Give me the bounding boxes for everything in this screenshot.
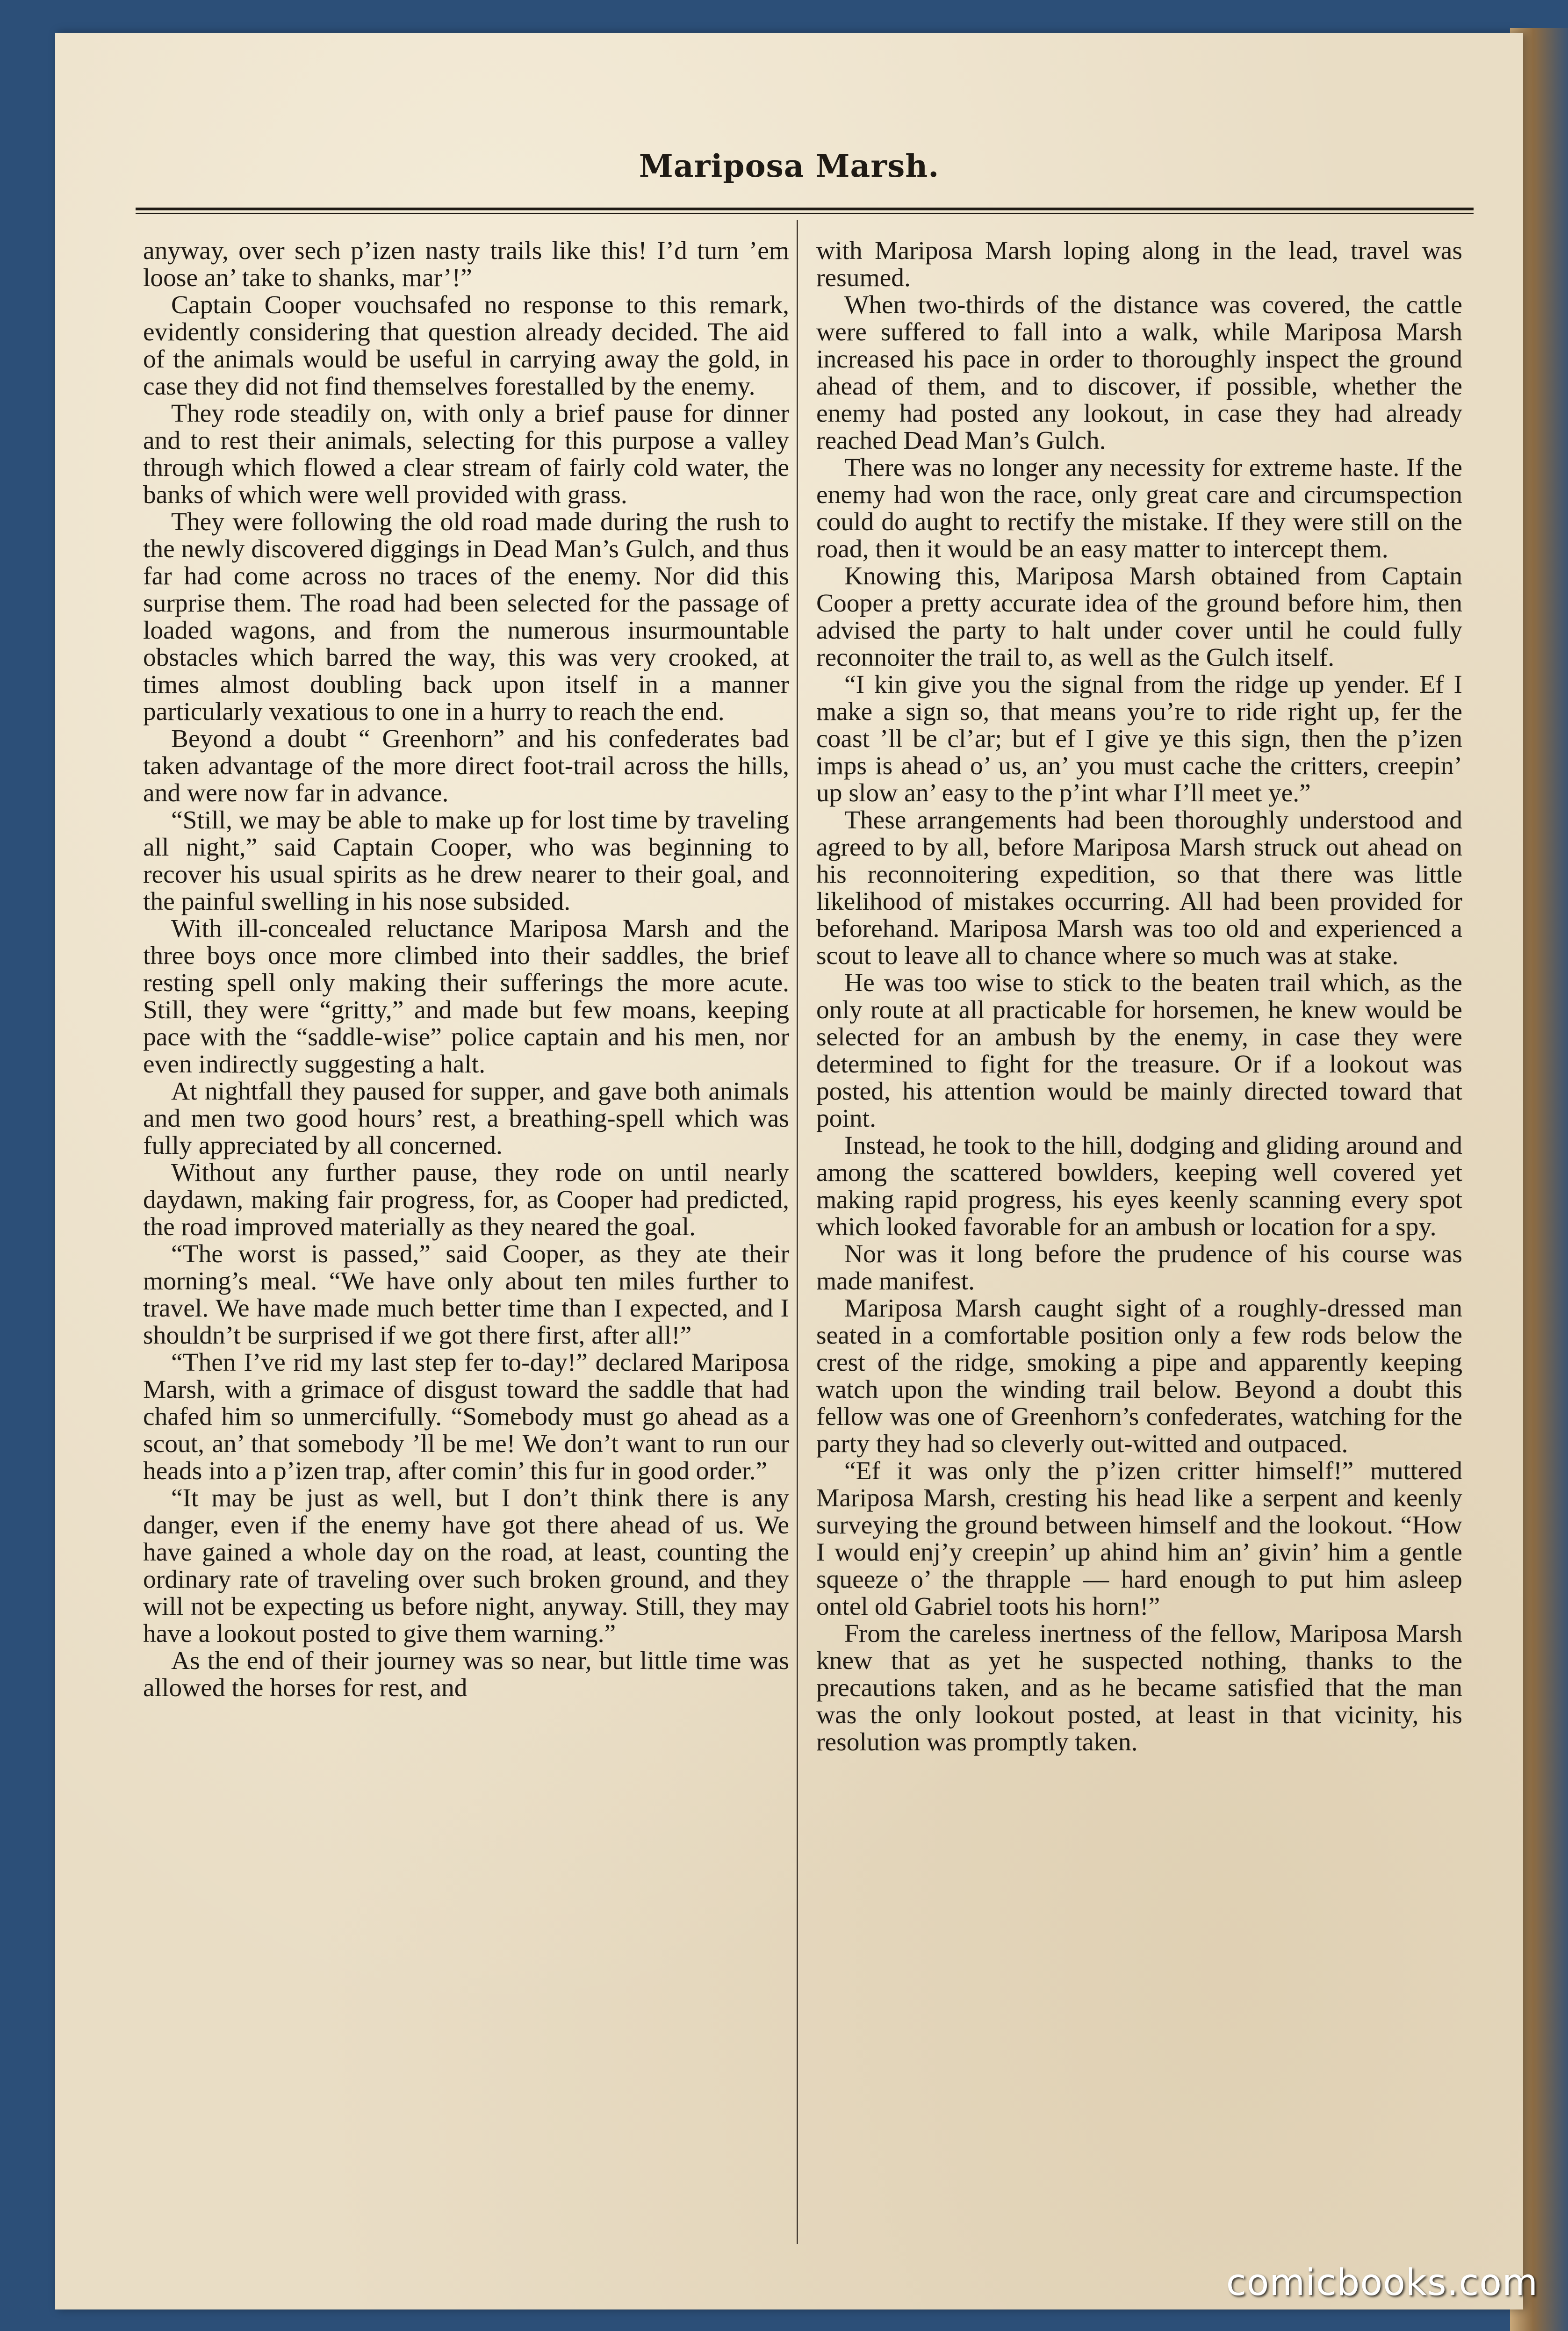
story-page [55, 33, 1523, 2309]
paragraph: “Still, we may be able to make up for lost time by traveling all night,” said Captain Cooper, who was beginning to recover his usual spirits as he drew nearer to their goal, and the painful swelling in his nose subsided. [143, 806, 789, 916]
running-head: Mariposa Marsh. [639, 148, 940, 184]
paragraph: with Mariposa Marsh loping along in the lead, travel was resumed. [816, 237, 1462, 292]
paragraph: At nightfall they paused for supper, and gave both animals and men two good hours’ rest, a breathing-spell which was fully appreciated by all concerned. [143, 1077, 789, 1160]
paragraph: Mariposa Marsh caught sight of a roughly-dressed man seated in a comfortable position only a few rods below the crest of the ridge, smoking a pipe and apparently keeping watch upon the winding trail below. Beyond a doubt this fellow was one of Greenhorn’s confederates, watching for the party they had so cleverly out-witted and outpaced. [816, 1294, 1462, 1458]
paragraph: Beyond a doubt “ Greenhorn” and his confederates bad taken advantage of the more direct foot-trail across the hills, and were now far in advance. [143, 725, 789, 807]
site-watermark: comicbooks.com [1226, 2262, 1538, 2304]
paragraph: These arrangements had been thoroughly understood and agreed to by all, before Mariposa Marsh struck out ahead on his reconnoitering expedition, so that there was little likelihood of mistakes occurring. All had been provided for beforehand. Mariposa Marsh was too old and experienced a scout to leave all to chance where so much was at stake. [816, 806, 1462, 970]
paragraph: “I kin give you the signal from the ridge up yender. Ef I make a sign so, that means you’re to ride right up, fer the coast ’ll be cl’ar; but ef I give ye this sign, then the p’izen imps is ahead o’ us, an’ you must cache the critters, creepin’ up slow an’ easy to the p’int whar I’ll meet ye.” [816, 670, 1462, 807]
right-column [816, 237, 1462, 2262]
column-divider [797, 220, 798, 2244]
paragraph: “The worst is passed,” said Cooper, as they ate their morning’s meal. “We have only about ten miles further to travel. We have made much better time than I expected, and I shouldn’t be surprised if we got there first, after all!” [143, 1240, 789, 1350]
paragraph: “Ef it was only the p’izen critter himself!” muttered Mariposa Marsh, cresting his head like a serpent and keenly surveying the ground between himself and the lookout. “How I would enj’y creepin’ up ahind him an’ givin’ him a gentle squeeze o’ the thrapple — hard enough to put him asleep ontel old Gabriel toots his horn!” [816, 1457, 1462, 1621]
paragraph: From the careless inertness of the fellow, Mariposa Marsh knew that as yet he suspected nothing, thanks to the precautions taken, and as he became satisfied that the man was the only lookout posted, at least in that vicinity, his resolution was promptly taken. [816, 1619, 1462, 1756]
paragraph: “Then I’ve rid my last step fer to-day!” declared Mariposa Marsh, with a grimace of disgust toward the saddle that had chafed him so unmercifully. “Somebody must go ahead as a scout, an’ that somebody ’ll be me! We don’t want to run our heads into a p’izen trap, after comin’ this fur in good order.” [143, 1348, 789, 1485]
paragraph: Without any further pause, they rode on until nearly daydawn, making fair progress, for, as Cooper had predicted, the road improved materially as they neared the goal. [143, 1158, 789, 1241]
paragraph: Knowing this, Mariposa Marsh obtained from Captain Cooper a pretty accurate idea of the ground before him, then advised the party to halt under cover until he could fully reconnoiter the trail to, as well as the Gulch itself. [816, 562, 1462, 672]
paragraph: As the end of their journey was so near, but little time was allowed the horses for rest, and [143, 1647, 789, 1702]
paragraph: They rode steadily on, with only a brief pause for dinner and to rest their animals, selecting for this purpose a valley through which flowed a clear stream of fairly cold water, the banks of which were well provided with grass. [143, 399, 789, 509]
paragraph: With ill-concealed reluctance Mariposa Marsh and the three boys once more climbed into their saddles, the brief resting spell only making their sufferings the more acute. Still, they were “gritty,” and made but few moans, keeping pace with the “saddle-wise” police captain and his men, nor even indirectly suggesting a halt. [143, 914, 789, 1079]
paragraph: anyway, over sech p’izen nasty trails like this! I’d turn ’em loose an’ take to shanks, mar’!” [143, 237, 789, 292]
header-rule [136, 208, 1474, 214]
paragraph: When two-thirds of the distance was covered, the cattle were suffered to fall into a walk, while Mariposa Marsh increased his pace in order to thoroughly inspect the ground ahead of them, and to discover, if possible, whether the enemy had posted any lookout, in case they had already reached Dead Man’s Gulch. [816, 291, 1462, 455]
paragraph: There was no longer any necessity for extreme haste. If the enemy had won the race, only great care and circumspection could do aught to rectify the mistake. If they were still on the road, then it would be an easy matter to intercept them. [816, 453, 1462, 563]
paragraph: They were following the old road made during the rush to the newly discovered diggings in Dead Man’s Gulch, and thus far had come across no traces of the enemy. Nor did this surprise them. The road had been selected for the passage of loaded wagons, and from the numerous insurmountable obstacles which barred the way, this was very crooked, at times almost doubling back upon itself in a manner particularly vexatious to one in a hurry to reach the end. [143, 508, 789, 726]
left-column [143, 237, 789, 2262]
paragraph: He was too wise to stick to the beaten trail which, as the only route at all practicable for horsemen, he knew would be selected for an ambush by the enemy, in case they were determined to fight for the treasure. Or if a lookout was posted, his attention would be mainly directed toward that point. [816, 969, 1462, 1133]
paragraph: “It may be just as well, but I don’t think there is any danger, even if the enemy have got there ahead of us. We have gained a whole day on the road, at least, counting the ordinary rate of traveling over such broken ground, and they will not be expecting us before night, anyway. Still, they may have a lookout posted to give them warning.” [143, 1484, 789, 1648]
paragraph: Nor was it long before the prudence of his course was made manifest. [816, 1240, 1462, 1295]
paragraph: Instead, he took to the hill, dodging and gliding around and among the scattered bowlders, keeping well covered yet making rapid progress, his eyes keenly scanning every spot which looked favorable for an ambush or location for a spy. [816, 1131, 1462, 1241]
paragraph: Captain Cooper vouchsafed no response to this remark, evidently considering that question already decided. The aid of the animals would be useful in carrying away the gold, in case they did not find themselves forestalled by the enemy. [143, 291, 789, 401]
